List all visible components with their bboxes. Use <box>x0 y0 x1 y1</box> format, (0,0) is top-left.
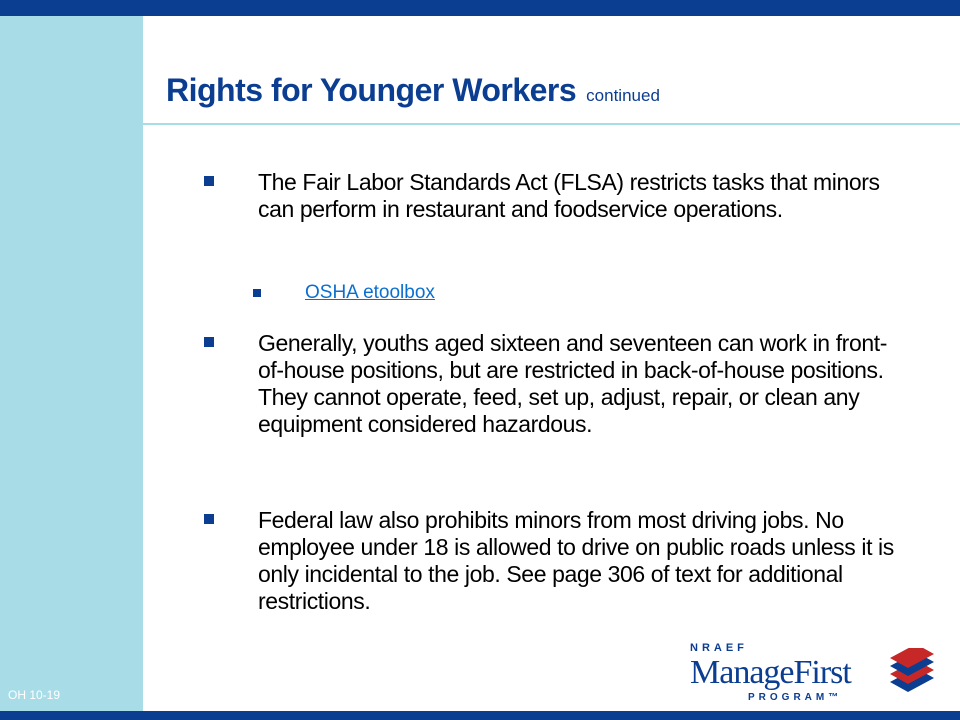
bottom-bar <box>0 711 960 720</box>
title-rule <box>143 123 960 125</box>
slide-subtitle: continued <box>586 86 660 105</box>
bullet-marker <box>204 514 214 524</box>
bullet-marker <box>204 176 214 186</box>
stacked-books-icon <box>886 648 938 698</box>
top-bar <box>0 0 960 16</box>
slide-number: OH 10-19 <box>8 688 61 702</box>
logo-program-text: PROGRAM™ <box>748 692 843 703</box>
osha-etoolbox-link[interactable]: OSHA etoolbox <box>305 282 435 303</box>
title-block <box>166 72 660 109</box>
bullet-youth-positions: Generally, youths aged sixteen and seventeen can work in front-of-house positions, but are restricted in back-of-house positions. They cannot operate, feed, set up, adjust, repair, or clean any equipment considered hazardous. <box>258 330 887 437</box>
bullet-marker <box>204 337 214 347</box>
logo-main-text: ManageFirst <box>690 654 851 691</box>
bullet-flsa: The Fair Labor Standards Act (FLSA) restricts tasks that minors can perform in restaurant and foodservice operations. <box>258 169 880 222</box>
left-panel <box>0 16 143 711</box>
bullet-driving: Federal law also prohibits minors from most driving jobs. No employee under 18 is allowed to drive on public roads unless it is only incidental to the job. See page 306 of text for additional restrictions. <box>258 507 894 614</box>
logo-nraef-text: NRAEF <box>690 642 748 654</box>
slide-title: Rights for Younger Workers <box>166 72 577 108</box>
sub-bullet-marker <box>253 289 261 297</box>
managefirst-logo <box>690 642 940 704</box>
